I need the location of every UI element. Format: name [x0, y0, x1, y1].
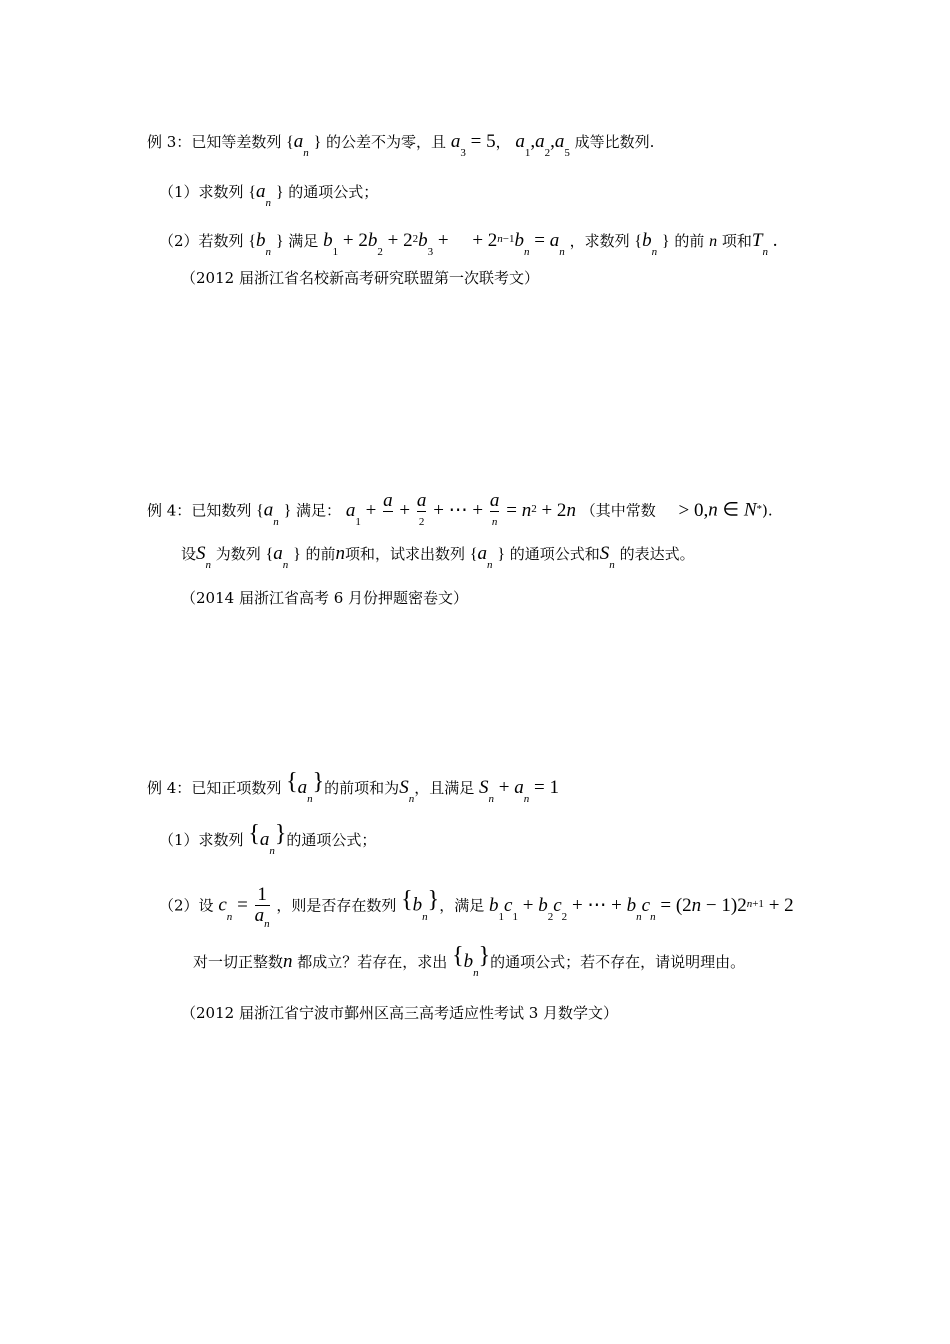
ex3-source: （2012 届浙江省名校新高考研究联盟第一次联考文）: [181, 269, 539, 287]
ex4b-part2: （2）设 $c_n$ = $\frac{1}{a_n}$ ，则是否存在数列 $\{b_n\}$，满足 $b_1c_1 + b_2c_2$ + ⋯ + $b_nc_n = (2n - 1)2^{n+1} + 2$: [159, 884, 794, 930]
ex4b-line3: 对一切正整数n 都成立？若存在，求出 $\{b_n\}$的通项公式；若不存在，请说明理由。: [193, 943, 746, 979]
ex3-text-3: 成等比数列.: [574, 133, 655, 151]
ex4a-line1: 例 4：已知数列 {$a_n$ } 满足： $a_1$ + a + $\frac{a}{2}$ + ⋯ + $\frac{a}{n}$ = $n^2 + 2n$ （其中常数 > 0,n ∈ N*).: [147, 490, 773, 528]
ex3-text-2: 的公差不为零，且: [326, 133, 447, 151]
ex3-label: 例 3：: [147, 133, 192, 151]
ex4a-equation: $a_1$ + a + $\frac{a}{2}$ + ⋯ + $\frac{a}{n}$ = $n^2 + 2n$: [345, 490, 576, 528]
ex4a-source: （2014 届浙江省高考 6 月份押题密卷文）: [181, 589, 469, 607]
ex3-part1: （1）求数列 {$a_n$ } 的通项公式；: [159, 181, 379, 209]
ex3-text-1: 已知等差数列: [191, 133, 282, 151]
ex4b-line1: 例 4：已知正项数列 $\{a_n\}$的前项和为$S_n$，且满足 $S_n + a_n = 1$: [147, 769, 560, 805]
ex4b-source: （2012 届浙江省宁波市鄞州区高三高考适应性考试 3 月数学文）: [181, 1004, 619, 1022]
ex3-part2: （2）若数列 {$b_n$ } 满足 $b_1 + 2b_2 + 2^2b_3$ + + $2^{n-1}b_n = a_n$ ，求数列 {$b_n$ } 的前 n 项和$T_n$ .: [159, 230, 778, 258]
ex4b-part1: （1）求数列 $\{a_n\}$的通项公式；: [159, 821, 377, 857]
ex4b-equation: $b_1c_1 + b_2c_2$ + ⋯ + $b_nc_n = (2n - 1)2^{n+1} + 2$: [489, 894, 794, 923]
ex4a-line2: 设$S_n$ 为数列 {$a_n$ } 的前n项和，试求出数列 {$a_n$ } 的通项公式和$S_n$ 的表达式。: [181, 543, 695, 571]
ex3-line1: 例 3：已知等差数列 {$a_n$ } 的公差不为零，且 $a_3 = 5$， $a_1,a_2,a_5$ 成等比数列.: [147, 131, 655, 159]
ex3-equation: $b_1 + 2b_2 + 2^2b_3$ + + $2^{n-1}b_n = a_n$: [323, 230, 565, 258]
